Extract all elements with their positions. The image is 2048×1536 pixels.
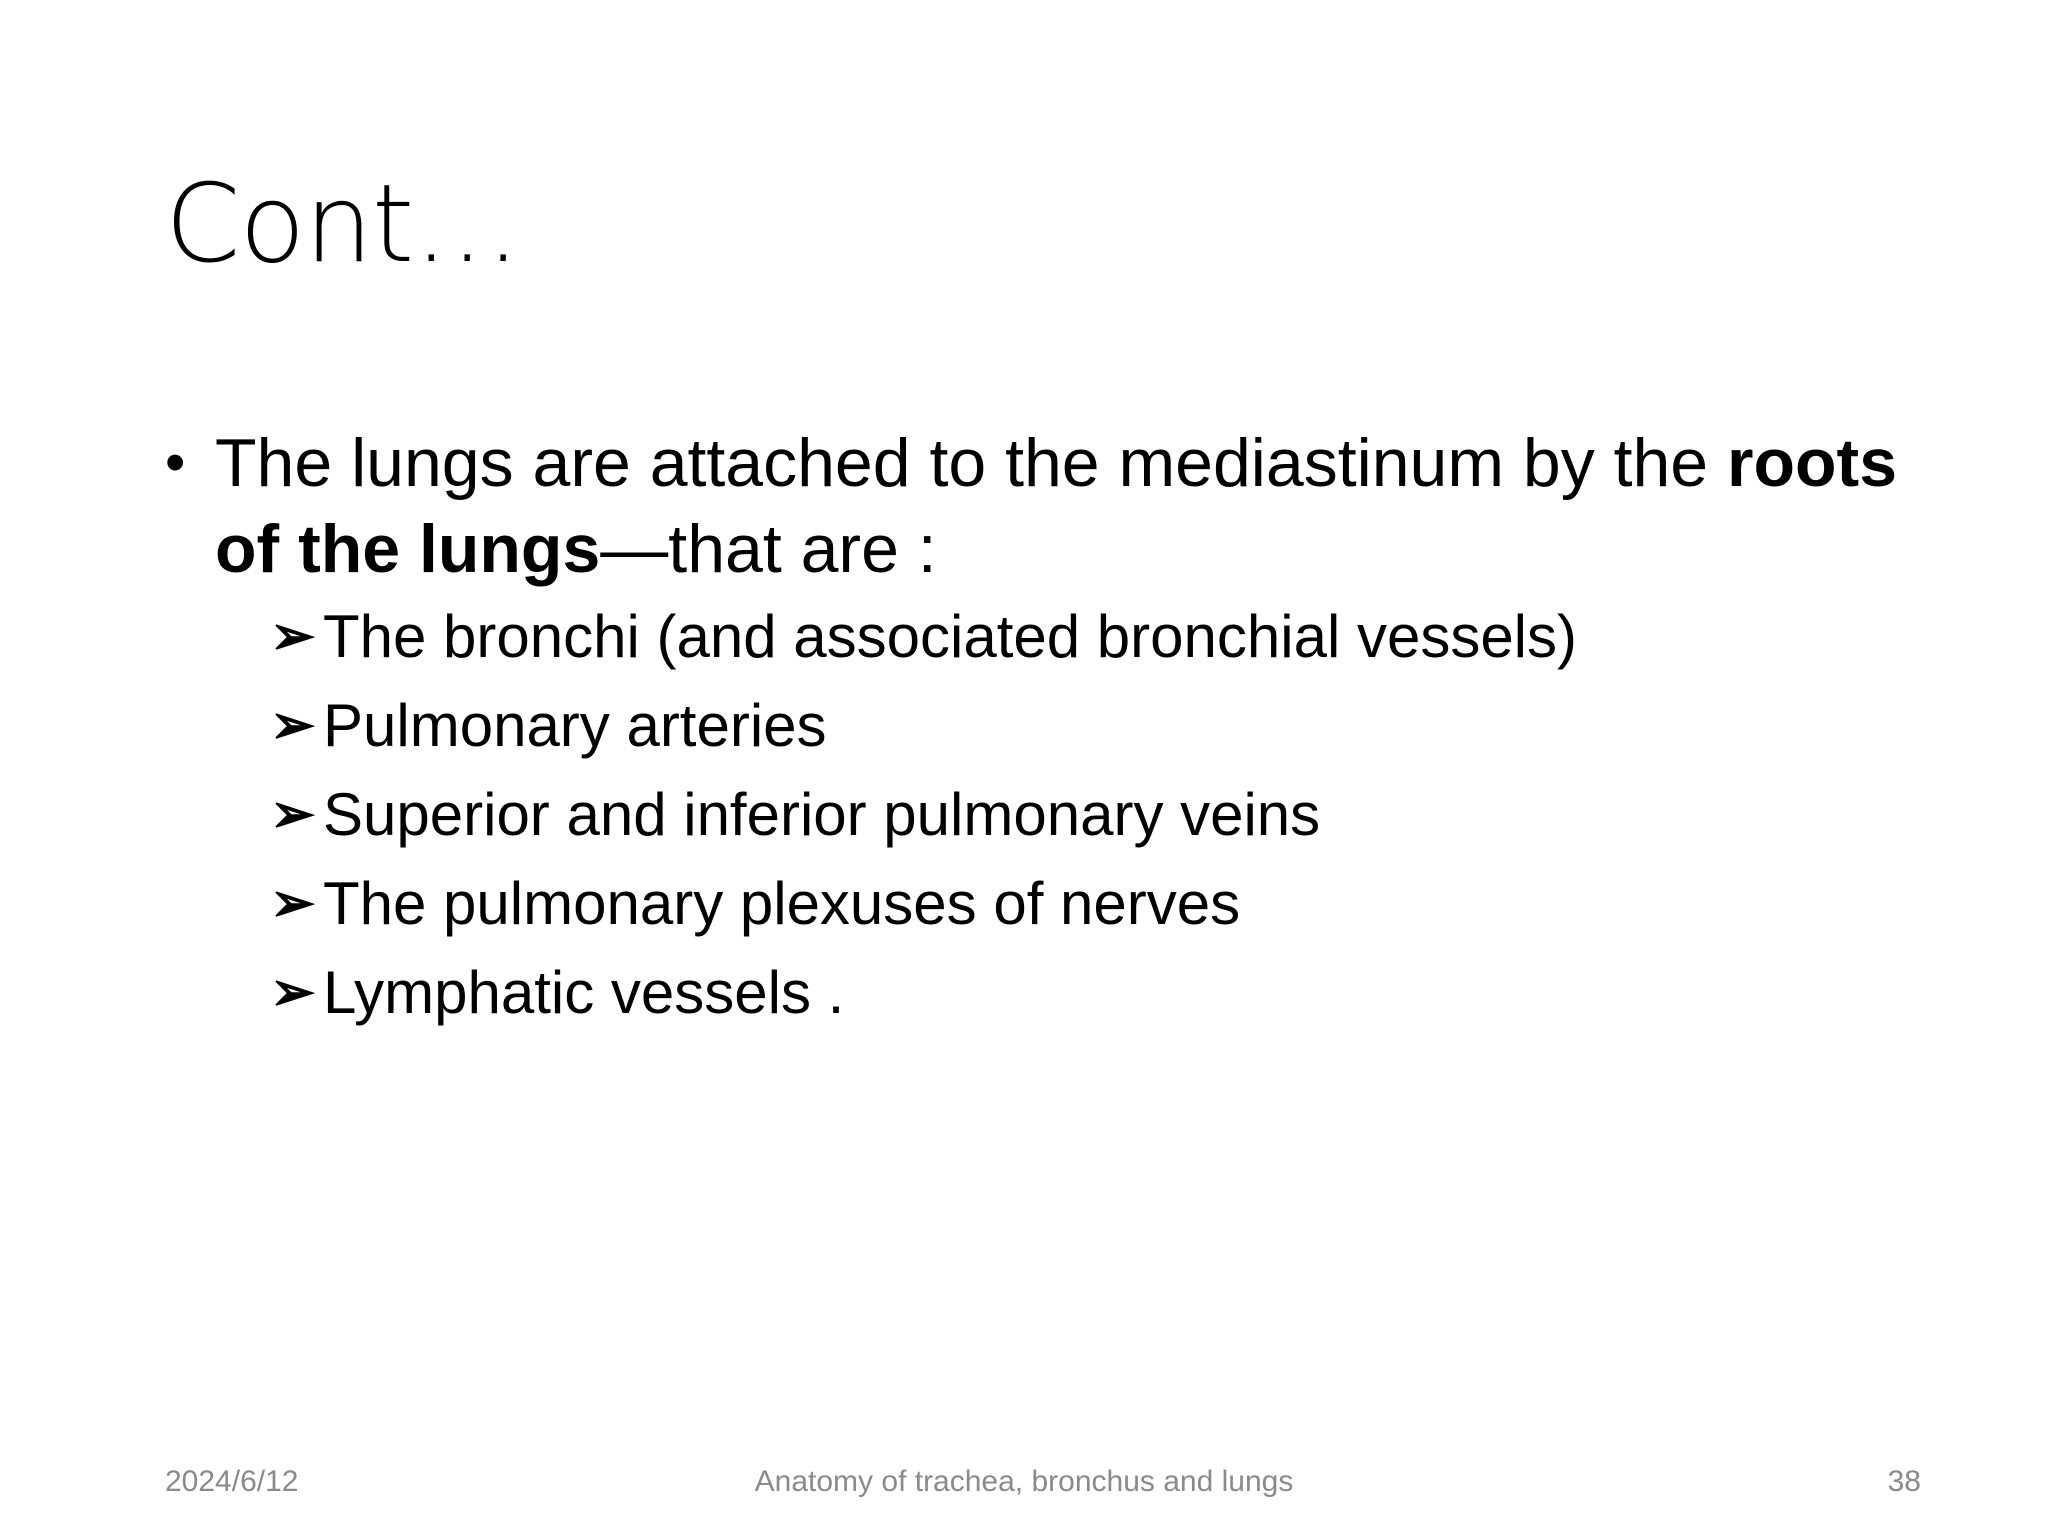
sub-bullet-item [270,770,1925,859]
arrow-bullet-icon: ➢ [270,695,316,755]
bullet-dot-icon: • [165,430,186,495]
sub-bullet-item [270,859,1925,948]
slide-body [165,420,1925,1037]
arrow-bullet-icon: ➢ [270,962,316,1022]
main-bullet [165,420,1925,592]
main-bullet-lead: The lungs are attached to the mediastinum by the [215,425,1728,501]
sub-bullet-list [165,592,1925,1037]
sub-bullet-text: Pulmonary arteries [323,692,827,759]
sub-bullet-item [270,681,1925,770]
arrow-bullet-icon: ➢ [270,873,316,933]
footer-date: 2024/6/12 [165,1465,299,1498]
main-bullet-tail: —that are : [600,511,937,587]
sub-bullet-text: Lymphatic vessels . [323,959,845,1026]
slide-title: Cont… [165,162,521,287]
sub-bullet-text: Superior and inferior pulmonary veins [323,781,1321,848]
arrow-bullet-icon: ➢ [270,606,316,666]
sub-bullet-item [270,592,1925,681]
main-bullet-emphasis: roots of the lungs [215,425,1898,587]
sub-bullet-text: The bronchi (and associated bronchial vessels) [323,603,1577,670]
page-number: 38 [1887,1465,1921,1498]
sub-bullet-text: The pulmonary plexuses of nerves [323,870,1241,937]
sub-bullet-item [270,948,1925,1037]
footer-title: Anatomy of trachea, bronchus and lungs [754,1465,1294,1498]
arrow-bullet-icon: ➢ [270,784,316,844]
